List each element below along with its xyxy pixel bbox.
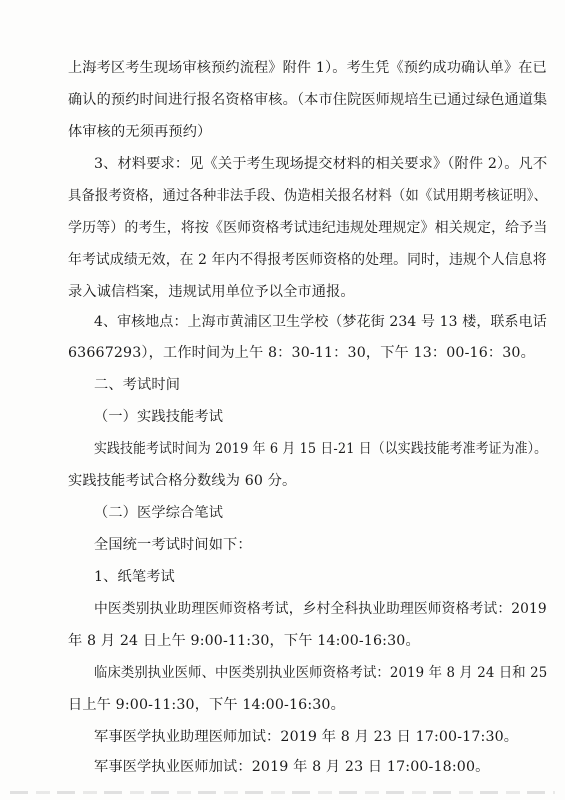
text-line: 实践技能考试时间为 2019 年 6 月 15 日-21 日（以实践技能考准考证为准）。 — [94, 441, 548, 457]
text-line: 实践技能考试合格分数线为 60 分。 — [68, 473, 297, 489]
scan-artifact — [10, 791, 555, 794]
text-line: 4、审核地点：上海市黄浦区卫生学校（梦花街 234 号 13 楼，联系电话 — [94, 314, 547, 330]
text-line: 具备报考资格，通过各种非法手段、伪造相关报名材料（如《试用期考核证明》、 — [68, 188, 548, 204]
text-line: 63667293），工作时间为上午 8：30-11：30，下午 13：00-16：30。 — [68, 345, 535, 361]
text-line: 上海考区考生现场审核预约流程》附件 1）。考生凭《预约成功确认单》在已 — [68, 60, 547, 76]
text-line: 军事医学执业医师加试：2019 年 8 月 23 日 17:00-18:00。 — [94, 759, 490, 775]
section-heading: 二、考试时间 — [94, 377, 181, 393]
text-line: 全国统一考试时间如下： — [94, 537, 252, 553]
text-line: 年 8 月 24 日上午 9:00-11:30，下午 14:00-16:30。 — [68, 633, 420, 649]
text-line: 学历等）的考生，将按《医师资格考试违纪违规处理规定》相关规定，给予当 — [68, 220, 548, 236]
text-line: 日上午 9:00-11:30，下午 14:00-16:30。 — [68, 697, 345, 713]
text-line: 录入诚信档案，违规试用单位予以全市通报。 — [68, 284, 355, 300]
item-heading: 1、纸笔考试 — [94, 569, 175, 585]
text-line: 体审核的无须再预约） — [68, 124, 212, 140]
text-line: 军事医学执业助理医师加试：2019 年 8 月 23 日 17:00-17:30。 — [94, 729, 519, 745]
subsection-heading: （一）实践技能考试 — [94, 409, 224, 425]
text-line: 确认的预约时间进行报名资格审核。（本市住院医师规培生已通过绿色通道集 — [68, 92, 548, 108]
text-line: 3、材料要求：见《关于考生现场提交材料的相关要求》（附件 2）。凡不 — [94, 156, 548, 172]
text-line: 中医类别执业助理医师资格考试，乡村全科执业助理医师资格考试：2019 — [94, 601, 547, 617]
text-line: 临床类别执业医师、中医类别执业医师资格考试：2019 年 8 月 24 日和 25 — [94, 665, 548, 681]
subsection-heading: （二）医学综合笔试 — [94, 505, 224, 521]
text-line: 年考试成绩无效，在 2 年内不得报考医师资格的处理。同时，违规个人信息将 — [68, 252, 547, 268]
